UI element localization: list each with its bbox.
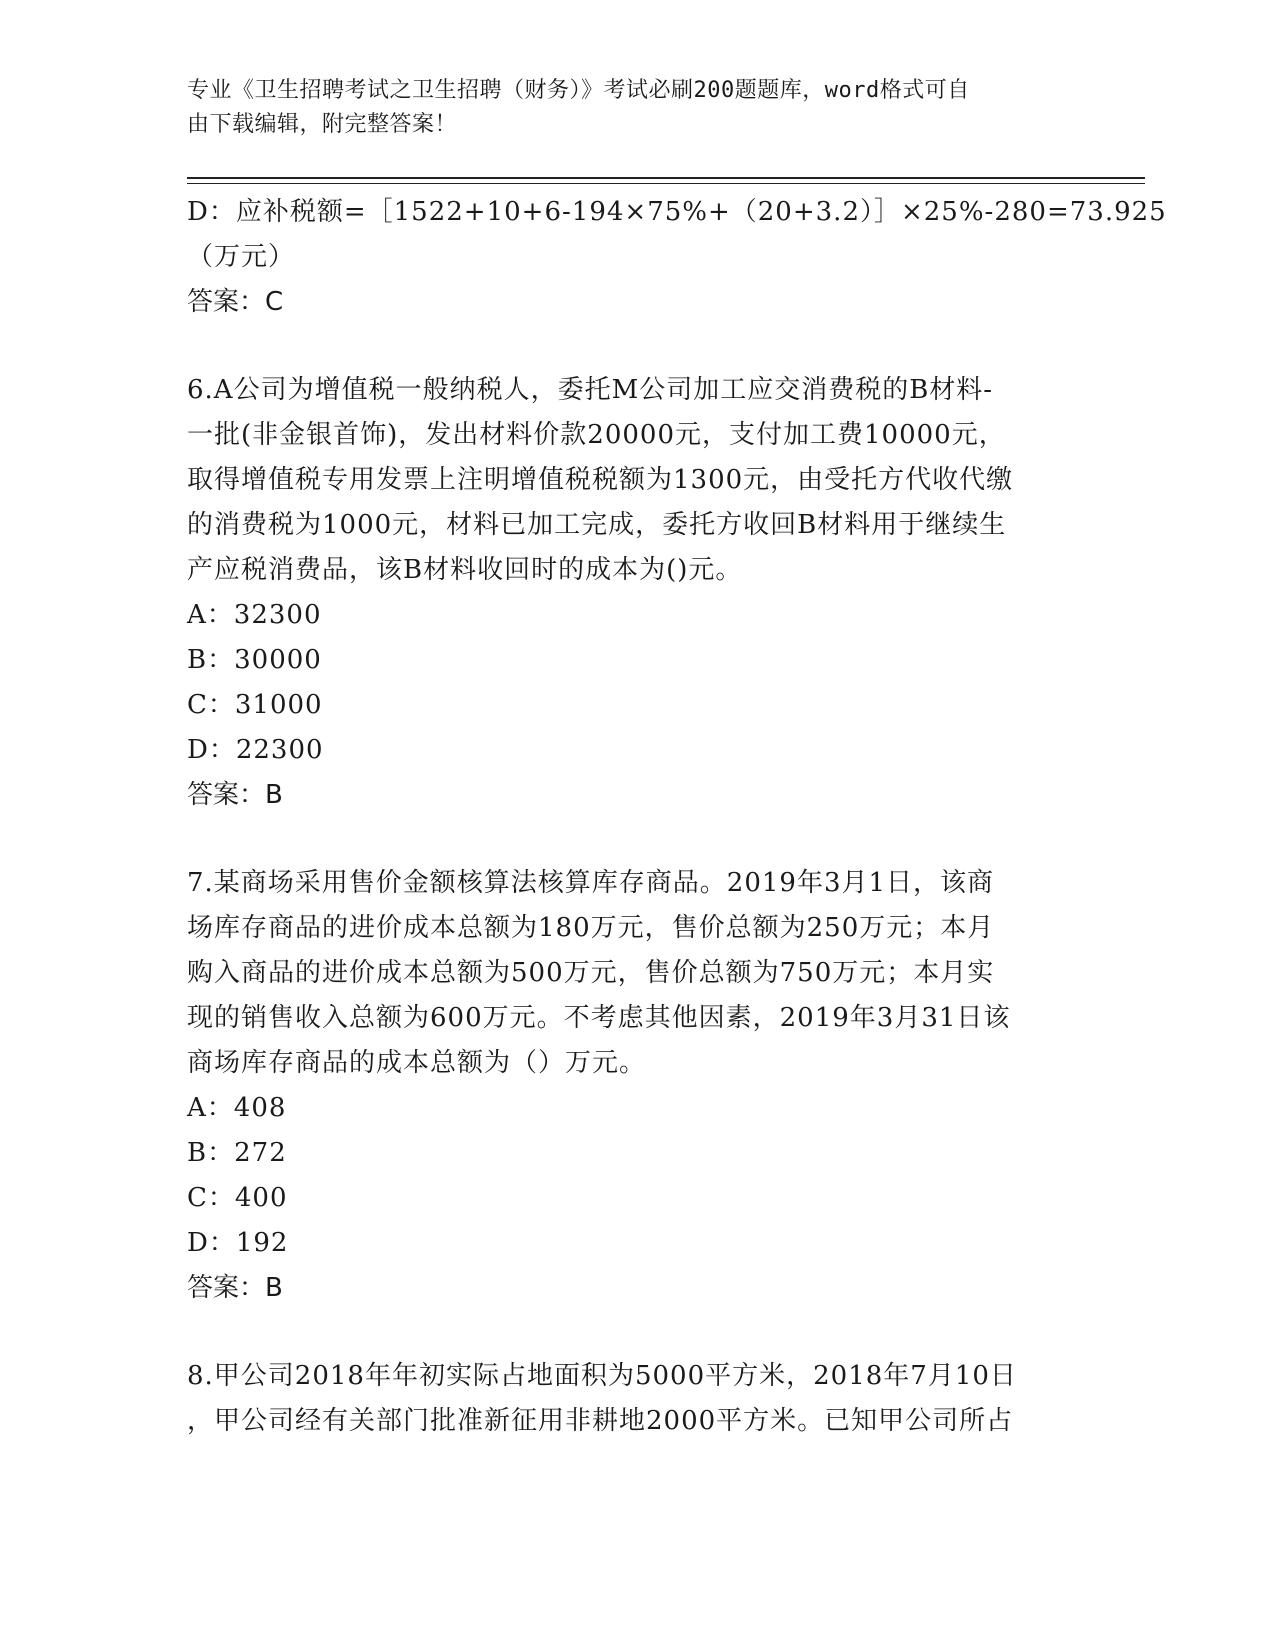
question-text-line: 的消费税为1000元，材料已加工完成，委托方收回B材料用于继续生 [187, 510, 1007, 540]
question-text-line: 商场库存商品的成本总额为（）万元。 [187, 1048, 647, 1078]
question-7 [187, 861, 1087, 1311]
header-divider-thick [187, 177, 1145, 179]
header-divider-thin [187, 183, 1145, 184]
previous-question-tail [187, 190, 1167, 325]
option-a: A：408 [187, 1093, 287, 1123]
question-text-line: 取得增值税专用发票上注明增值税税额为1300元，由受托方代收代缴 [187, 465, 1014, 495]
answer-line: 答案：C [187, 287, 284, 317]
option-a: A：32300 [187, 600, 322, 630]
option-d: D：192 [187, 1228, 289, 1258]
header-line-2: 由下载编辑，附完整答案！ [187, 112, 458, 137]
document-body [187, 190, 1167, 1444]
question-text-line: 场库存商品的进价成本总额为180万元，售价总额为250万元；本月 [187, 913, 995, 943]
option-d: D：22300 [187, 735, 324, 765]
option-c: C：400 [187, 1183, 288, 1213]
option-b: B：30000 [187, 645, 322, 675]
option-d-continued: （万元） [187, 242, 296, 272]
question-text-line: ，甲公司经有关部门批准新征用非耕地2000平方米。已知甲公司所占 [187, 1406, 1014, 1436]
question-text-line: 一批(非金银首饰)，发出材料价款20000元，支付加工费10000元， [187, 420, 1006, 450]
question-text-line: 6.A公司为增值税一般纳税人，委托M公司加工应交消费税的B材料- [187, 375, 994, 405]
answer-line: 答案：B [187, 1273, 283, 1303]
header-line-1: 专业《卫生招聘考试之卫生招聘（财务）》考试必刷200题题库，word格式可自 [187, 78, 970, 103]
question-text-line: 产应税消费品，该B材料收回时的成本为()元。 [187, 555, 743, 585]
option-b: B：272 [187, 1138, 287, 1168]
question-text-line: 现的销售收入总额为600万元。不考虑其他因素，2019年3月31日该 [187, 1003, 1011, 1033]
answer-line: 答案：B [187, 780, 283, 810]
question-text-line: 购入商品的进价成本总额为500万元，售价总额为750万元；本月实 [187, 958, 995, 988]
question-8 [187, 1354, 1087, 1444]
option-c: C：31000 [187, 690, 323, 720]
option-d: D：应补税额=［1522+10+6-194×75%+（20+3.2）］×25%-280=73.925 [187, 197, 1167, 227]
question-text-line: 8.甲公司2018年年初实际占地面积为5000平方米，2018年7月10日 [187, 1361, 1017, 1391]
question-6 [187, 368, 1087, 818]
question-text-line: 7.某商场采用售价金额核算法核算库存商品。2019年3月1日，该商 [187, 868, 995, 898]
document-header [187, 74, 1087, 142]
